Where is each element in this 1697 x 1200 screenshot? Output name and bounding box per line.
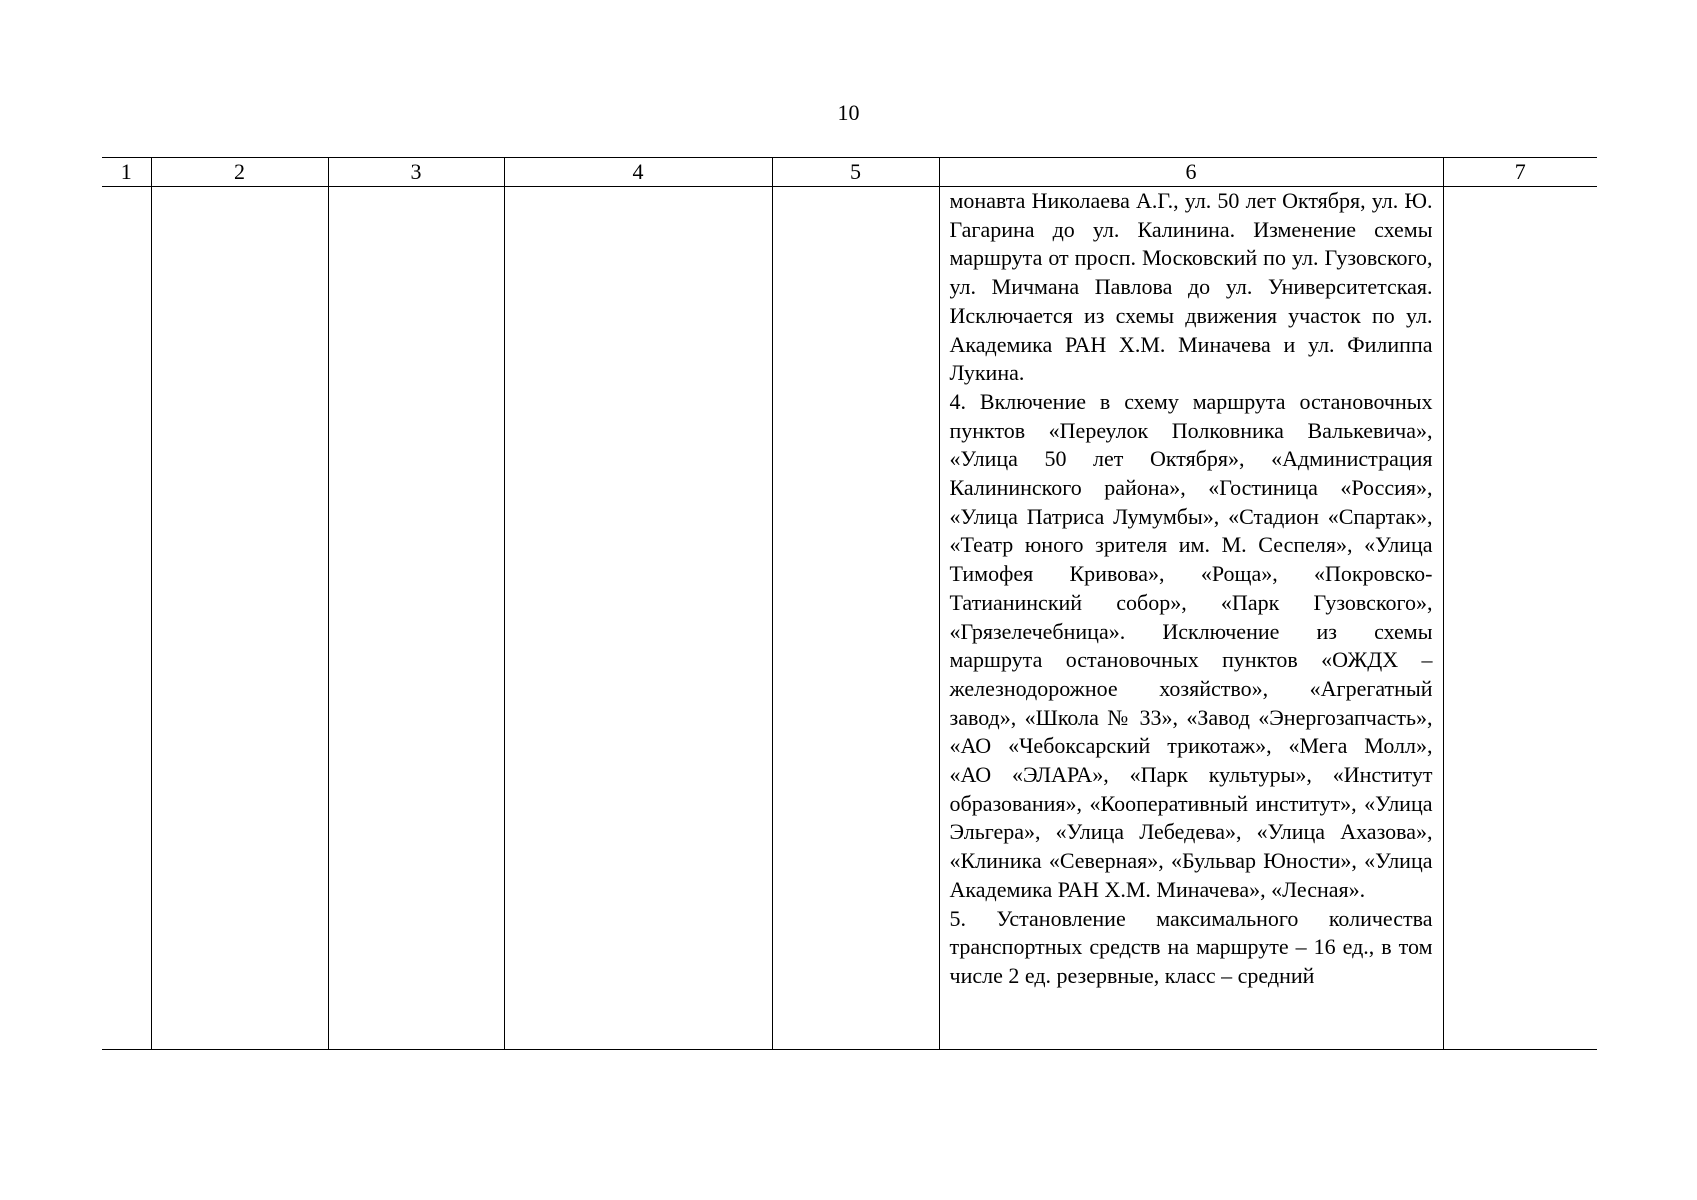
paragraph-stops-changes: 4. Включение в схему маршрута остановочных пунктов «Переулок Полковника Валькевича», «Улица 50 лет Октября», «Администрация Калининского района», «Гостиница «Россия», «Улица Патриса Лумумбы», «Стадион «Спартак», «Театр юного зрителя им. М. Сеспеля», «Улица Тимофея Кривова», «Роща», «Покровско-Татианинский собор», «Парк Гузовского», «Грязелечебница». Исключение из схемы маршрута остановочных пунктов «ОЖДХ – железнодорожное хозяйство», «Агрегатный завод», «Школа № 33», «Завод «Энергозапчасть», «АО «Чебоксарский трикотаж», «Мега Молл», «АО «ЭЛАРА», «Парк культуры», «Институт образования», «Кооперативный институт», «Улица Эльгера», «Улица Лебедева», «Улица Ахазова», «Клиника «Северная», «Бульвар Юности», «Улица Академика РАН Х.М. Миначева», «Лесная». xyxy=(949,388,1433,902)
cell-col-6 xyxy=(939,187,1443,1050)
page-number: 10 xyxy=(837,100,860,125)
column-header-7: 7 xyxy=(1443,158,1597,187)
paragraph-vehicle-count: 5. Установление максимального количества транспортных средств на маршруте – 16 ед., в том числе 2 ед. резервные, класс – средний xyxy=(949,905,1433,988)
route-changes-text xyxy=(940,187,1443,991)
cell-col-2 xyxy=(151,187,328,1050)
cell-col-1 xyxy=(102,187,151,1050)
document-table xyxy=(102,157,1597,1050)
cell-col-7 xyxy=(1443,187,1597,1050)
cell-col-3 xyxy=(328,187,504,1050)
table-header-row xyxy=(102,158,1597,187)
column-header-5: 5 xyxy=(772,158,939,187)
table-row xyxy=(102,187,1597,1050)
column-header-3: 3 xyxy=(328,158,504,187)
cell-col-4 xyxy=(504,187,772,1050)
column-header-1: 1 xyxy=(102,158,151,187)
column-header-4: 4 xyxy=(504,158,772,187)
paragraph-route-description: монавта Николаева А.Г., ул. 50 лет Октября, ул. Ю. Гагарина до ул. Калинина. Изменение схемы маршрута от просп. Московский по ул. Гузовского, ул. Мичмана Павлова до ул. Университетская. Исключается из схемы движения участок по ул. Академика РАН Х.М. Миначева и ул. Филиппа Лукина. xyxy=(949,188,1433,386)
column-header-6: 6 xyxy=(939,158,1443,187)
column-header-2: 2 xyxy=(151,158,328,187)
cell-col-5 xyxy=(772,187,939,1050)
